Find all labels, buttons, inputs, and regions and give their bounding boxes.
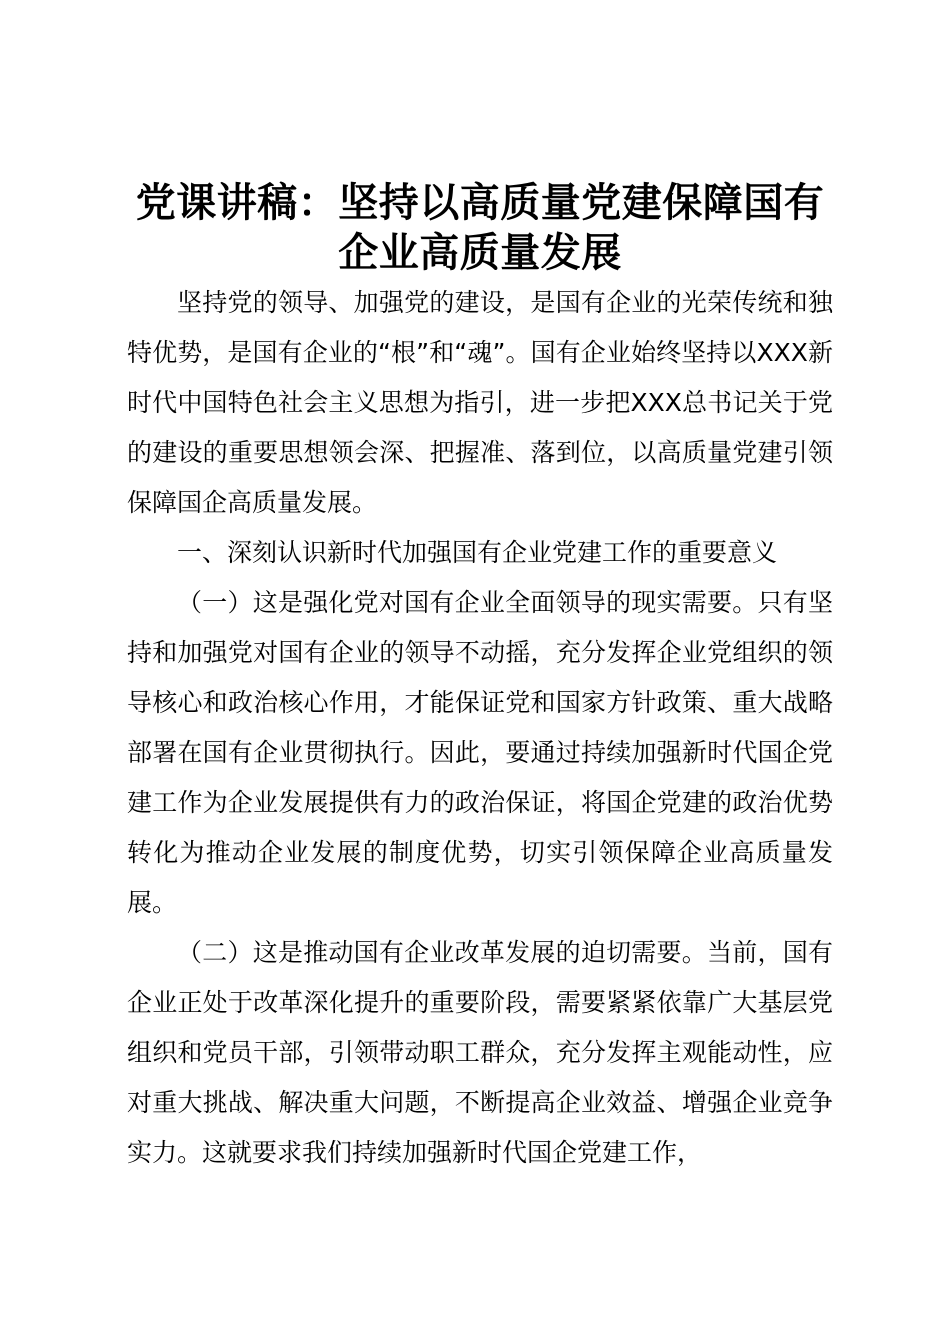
title-line-1: 党课讲稿：坚持以高质量党建保障国有 <box>135 180 825 226</box>
document-page <box>127 178 833 1178</box>
document-title <box>127 178 833 278</box>
intro-paragraph: 坚持党的领导、加强党的建设，是国有企业的光荣传统和独特优势，是国有企业的“根”和“魂”。国有企业始终坚持以XXX新时代中国特色社会主义思想为指引，进一步把XXX总书记关于党的建设的重要思想领会深、把握准、落到位，以高质量党建引领保障国企高质量发展。 <box>127 288 833 517</box>
section-1-paragraph-1: （一）这是强化党对国有企业全面领导的现实需要。只有坚持和加强党对国有企业的领导不动摇，充分发挥企业党组织的领导核心和政治核心作用，才能保证党和国家方针政策、重大战略部署在国有企业贯彻执行。因此，要通过持续加强新时代国企党建工作为企业发展提供有力的政治保证，将国企党建的政治优势转化为推动企业发展的制度优势，切实引领保障企业高质量发展。 <box>127 588 833 917</box>
section-1-paragraph-2: （二）这是推动国有企业改革发展的迫切需要。当前，国有企业正处于改革深化提升的重要阶段，需要紧紧依靠广大基层党组织和党员干部，引领带动职工群众，充分发挥主观能动性，应对重大挑战、解决重大问题，不断提高企业效益、增强企业竞争实力。这就要求我们持续加强新时代国企党建工作， <box>127 938 833 1167</box>
section-1-heading: 一、深刻认识新时代加强国有企业党建工作的重要意义 <box>177 538 778 567</box>
title-line-2: 企业高质量发展 <box>338 230 622 276</box>
